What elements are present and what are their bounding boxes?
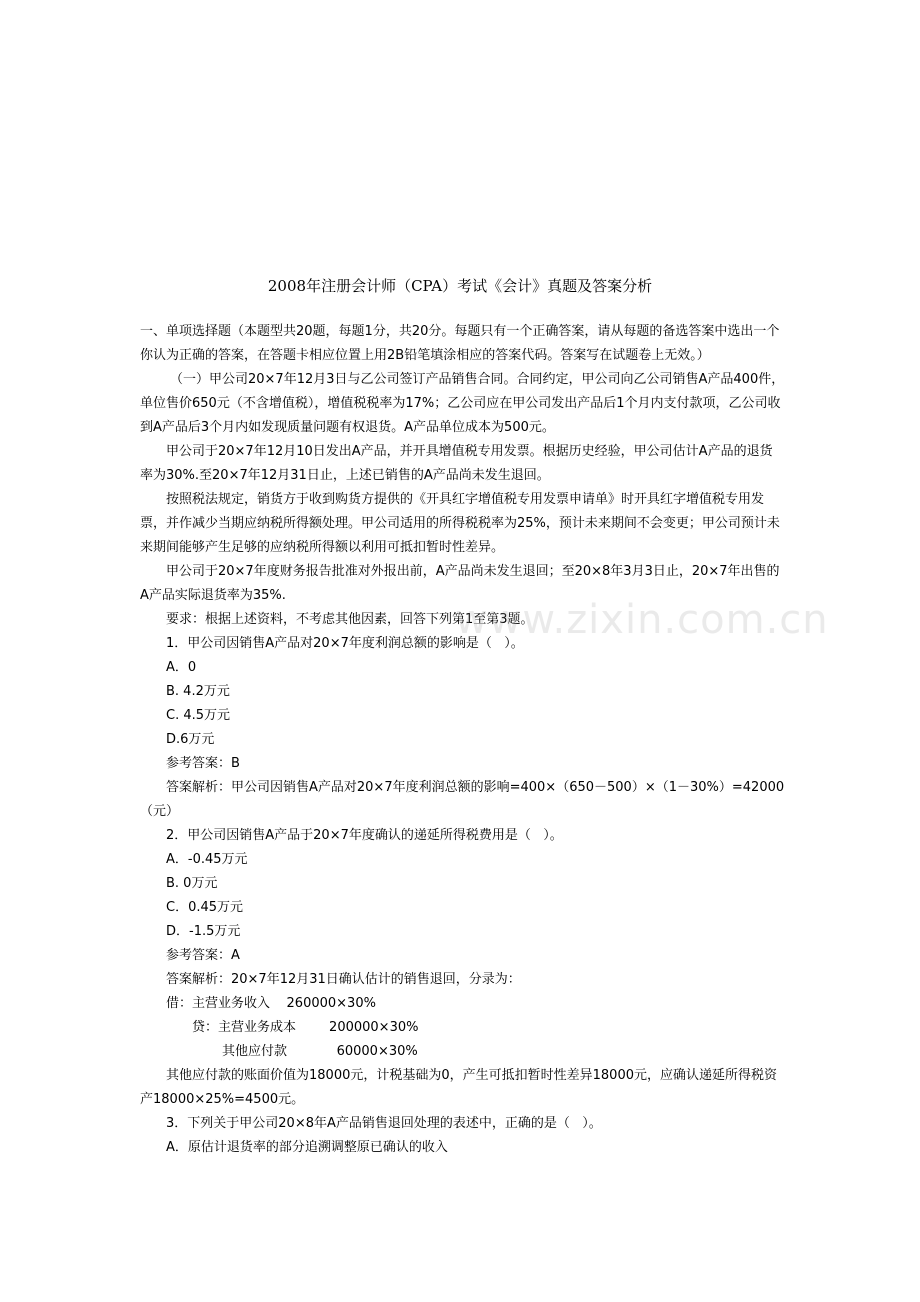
section-instructions: 一、单项选择题（本题型共20题，每题1分，共20分。每题只有一个正确答案，请从每题的备选答案中选出一个你认为正确的答案，在答题卡相应位置上用2B铅笔填涂相应的答案代码。答案写在试题卷上无效。） (140, 324, 780, 363)
case-paragraph-2: 甲公司于20×7年12月10日发出A产品，并开具增值税专用发票。根据历史经验，甲公司估计A产品的退货率为30%.至20×7年12月31日止，上述已销售的A产品尚未发生退回。 (140, 444, 773, 483)
journal-debit-line: 借：主营业务收入 260000×30% (166, 996, 376, 1011)
q1-option-a: A．0 (166, 660, 197, 675)
q2-analysis: 其他应付款的账面价值为18000元，计税基础为0，产生可抵扣暂时性差异18000元，应确认递延所得税资产18000×25%=4500元。 (140, 1068, 777, 1107)
question-1: 1．甲公司因销售A产品对20×7年度利润总额的影响是（ ）。 (166, 636, 524, 651)
case-paragraph-4: 甲公司于20×7年度财务报告批准对外报出前，A产品尚未发生退回；至20×8年3月3日止，20×7年出售的A产品实际退货率为35%. (140, 564, 780, 603)
q1-answer: 参考答案：B (166, 756, 240, 771)
q2-option-c: C．0.45万元 (166, 900, 244, 915)
case-paragraph-3: 按照税法规定，销货方于收到购货方提供的《开具红字增值税专用发票申请单》时开具红字增值税专用发票，并作减少当期应纳税所得额处理。甲公司适用的所得税税率为25%，预计未来期间不会变更；甲公司预计未来期间能够产生足够的应纳税所得额以利用可抵扣暂时性差异。 (140, 492, 780, 555)
document-title: 2008年注册会计师（CPA）考试《会计》真题及答案分析 (267, 277, 653, 295)
q2-option-b: B. 0万元 (166, 876, 218, 891)
q1-option-d: D.6万元 (166, 732, 215, 747)
q2-answer: 参考答案：A (166, 948, 240, 963)
q1-analysis: 答案解析：甲公司因销售A产品对20×7年度利润总额的影响=400×（650－500）×（1－30%）=42000（元） (140, 780, 785, 819)
q2-analysis-intro: 答案解析：20×7年12月31日确认估计的销售退回，分录为： (166, 972, 521, 987)
journal-credit-line-2: 其他应付款 60000×30% (222, 1044, 418, 1059)
requirement-line: 要求：根据上述资料，不考虑其他因素，回答下列第1至第3题。 (166, 612, 534, 627)
watermark: www.zixin.com.cn (455, 597, 829, 643)
q1-option-b: B. 4.2万元 (166, 684, 230, 699)
question-3: 3．下列关于甲公司20×8年A产品销售退回处理的表述中，正确的是（ ）。 (166, 1116, 602, 1131)
document-body (140, 320, 785, 1160)
q2-option-a: A．-0.45万元 (166, 852, 248, 867)
q3-option-a: A．原估计退货率的部分追溯调整原已确认的收入 (166, 1140, 448, 1155)
journal-credit-line: 贷：主营业务成本 200000×30% (192, 1020, 419, 1035)
question-2: 2．甲公司因销售A产品于20×7年度确认的递延所得税费用是（ ）。 (166, 828, 563, 843)
q1-option-c: C. 4.5万元 (166, 708, 231, 723)
case-paragraph-1: （一）甲公司20×7年12月3日与乙公司签订产品销售合同。合同约定，甲公司向乙公司销售A产品400件，单位售价650元（不含增值税），增值税税率为17%；乙公司应在甲公司发出产品后1个月内支付款项，乙公司收到A产品后3个月内如发现质量问题有权退货。A产品单位成本为500元。 (140, 372, 785, 435)
q2-option-d: D．-1.5万元 (166, 924, 241, 939)
